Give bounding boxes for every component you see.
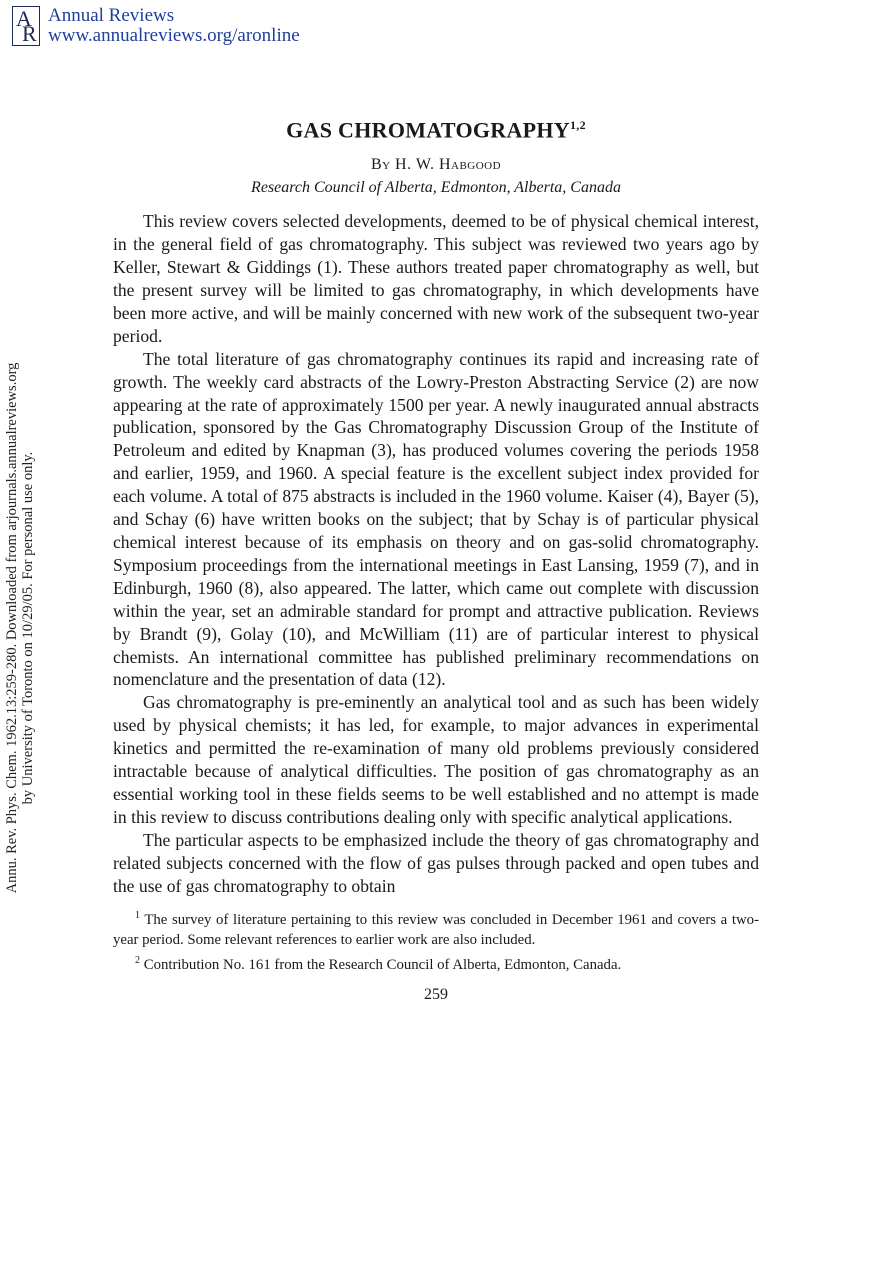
article-body bbox=[113, 210, 759, 897]
paragraph: The total literature of gas chromatography continues its rapid and increasing rate of growth. The weekly card abstracts of the Lowry-Preston Abstracting Service (2) are now appearing at the rate of approximately 1500 per year. A newly inaugurated annual abstracts publication, sponsored by the Gas Chromatography Discussion Group of the Institute of Petroleum and edited by Knapman (3), has produced volumes covering the periods 1958 and earlier, 1959, and 1960. A special feature is the excellent subject index provided for each volume. A total of 875 abstracts is included in the 1960 volume. Kaiser (4), Bayer (5), and Schay (6) have written books on the subject; that by Schay is of particular physical chemical interest because of its emphasis on theory and on gas-solid chromatography. Symposium proceedings from the international meetings in East Lansing, 1959 (7), and in Edinburgh, 1960 (8), also appeared. The latter, which came out complete with discussion within the year, set an admirable standard for prompt and attractive publication. Reviews by Brandt (9), Golay (10), and McWilliam (11) are of particular interest to physical chemists. An international committee has published preliminary recommendations on nomenclature and the presentation of data (12). bbox=[113, 348, 759, 690]
footnote-mark: 2 bbox=[135, 954, 140, 966]
sidebar-citation: Annu. Rev. Phys. Chem. 1962.13:259-280. Downloaded from arjournals.annualreviews.org bbox=[4, 362, 20, 894]
sidebar-download-note: by University of Toronto on 10/29/05. For personal use only. bbox=[20, 451, 36, 805]
page-number: 259 bbox=[424, 986, 448, 1004]
publisher-header bbox=[12, 6, 300, 46]
publisher-link[interactable]: Annual Reviews bbox=[48, 5, 175, 26]
title-text: GAS CHROMATOGRAPHY bbox=[286, 117, 570, 143]
footnote bbox=[113, 906, 759, 951]
author-affiliation: Research Council of Alberta, Edmonton, Alberta, Canada bbox=[251, 179, 621, 197]
url-link[interactable]: www.annualreviews.org/aronline bbox=[48, 25, 300, 46]
title-footnote-marks: 1,2 bbox=[569, 118, 586, 132]
article-title bbox=[113, 112, 759, 143]
article-page bbox=[113, 112, 759, 1004]
footnote-text: Contribution No. 161 from the Research Council of Alberta, Edmonton, Canada. bbox=[143, 956, 622, 973]
header-text bbox=[48, 6, 300, 46]
footnotes bbox=[113, 906, 759, 976]
footnote bbox=[113, 951, 759, 976]
footnote-text: The survey of literature pertaining to this review was concluded in December 1961 and covers a two-year period. Some relevant references to earlier work are also included. bbox=[113, 911, 759, 949]
footnote-mark: 1 bbox=[135, 909, 140, 921]
annual-reviews-logo: A R bbox=[12, 6, 40, 46]
paragraph: The particular aspects to be emphasized include the theory of gas chromatography and related subjects concerned with the flow of gas pulses through packed and open tubes and the use of gas chromatography to obtain bbox=[113, 829, 759, 896]
paragraph: This review covers selected developments, deemed to be of physical chemical interest, in the general field of gas chromatography. This subject was reviewed two years ago by Keller, Stewart & Giddings (1). These authors treated paper chromatography as well, but the present survey will be limited to gas chromatography, in which developments have been more active, and will be mainly concerned with new work of the subsequent two-year period. bbox=[113, 211, 759, 346]
author-line: By H. W. Habgood bbox=[370, 156, 502, 174]
paragraph: Gas chromatography is pre-eminently an analytical tool and as such has been widely used by physical chemists; it has led, for example, to major advances in experimental kinetics and permitted the re-examination of many old problems previously considered intractable because of analytical difficulties. The position of gas chromatography as an essential working tool in these fields seems to be well established and no attempt is made in this review to discuss contributions dealing only with specific analytical applications. bbox=[113, 692, 759, 827]
